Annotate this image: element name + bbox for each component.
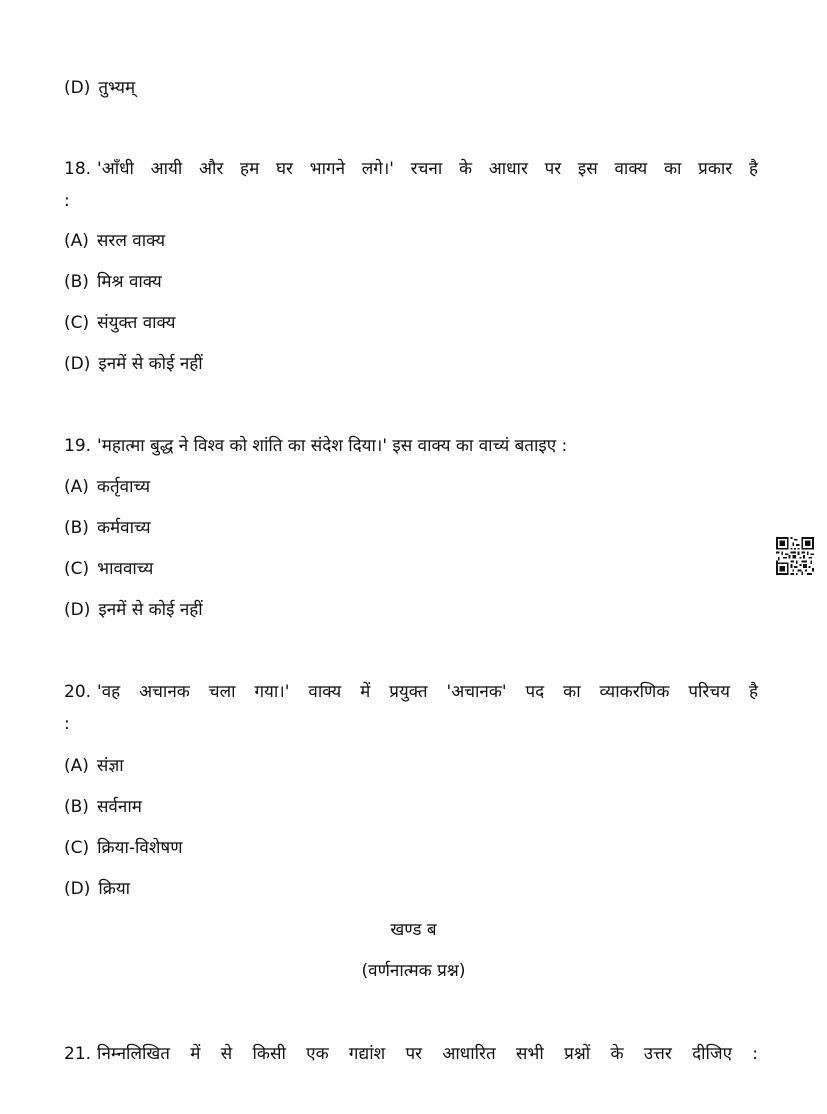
section-title: खण्ड ब (390, 920, 437, 940)
option-text: क्रिया (98, 879, 131, 899)
question-number: 20. (64, 682, 92, 702)
option-item (64, 353, 203, 375)
option-item (64, 878, 130, 900)
option-label: (D) (64, 600, 91, 620)
option-label: (C) (64, 313, 90, 333)
question-19-text (64, 435, 567, 457)
question-number: 21. (64, 1044, 92, 1064)
qr-code-icon (776, 537, 814, 575)
option-text: इनमें से कोई नहीं (98, 354, 203, 374)
option-item (64, 476, 150, 498)
option-text: कर्मवाच्य (96, 518, 151, 538)
option-text: तुभ्यम् (98, 78, 136, 98)
question-number: 19. (64, 436, 92, 456)
option-item (64, 271, 162, 293)
option-text: सर्वनाम (96, 797, 142, 817)
option-item (64, 230, 165, 252)
option-text: मिश्र वाक्य (96, 272, 162, 292)
option-text: संयुक्त वाक्य (97, 313, 176, 333)
option-item (64, 558, 153, 580)
question-body: 'आँधी आयी और हम घर भागने लगे।' रचना के आधार पर इस वाक्य का प्रकार है (97, 159, 758, 179)
option-label: (B) (64, 797, 89, 817)
option-item (64, 77, 135, 99)
option-text: सरल वाक्य (96, 231, 166, 251)
option-item (64, 517, 151, 539)
option-label: (B) (64, 272, 89, 292)
question-21-text (64, 1043, 758, 1065)
option-text: कर्तृवाच्य (96, 477, 151, 497)
option-label: (C) (64, 559, 90, 579)
option-item (64, 599, 203, 621)
option-label: (D) (64, 354, 91, 374)
question-20-suffix: : (64, 714, 70, 734)
option-label: (C) (64, 838, 90, 858)
question-number: 18. (64, 159, 92, 179)
option-label: (B) (64, 518, 89, 538)
option-label: (A) (64, 477, 89, 497)
option-text: इनमें से कोई नहीं (98, 600, 203, 620)
option-item (64, 312, 176, 334)
question-body: 'वह अचानक चला गया।' वाक्य में प्रयुक्त 'अचानक' पद का व्याकरणिक परिचय है (97, 682, 758, 702)
section-subtitle: (वर्णनात्मक प्रश्न) (361, 961, 466, 981)
option-item (64, 755, 124, 777)
option-text: संज्ञा (96, 756, 124, 776)
question-20-text (64, 681, 758, 703)
option-text: क्रिया-विशेषण (97, 838, 183, 858)
option-label: (A) (64, 756, 89, 776)
question-18-suffix: : (64, 191, 70, 211)
option-item (64, 837, 183, 859)
option-label: (D) (64, 879, 91, 899)
option-label: (D) (64, 78, 91, 98)
question-body: 'महात्मा बुद्ध ने विश्व को शांति का संदेश दिया।' इस वाक्य का वाच्यं बताइए : (97, 436, 568, 456)
option-item (64, 796, 142, 818)
question-18-text (64, 158, 758, 180)
option-label: (A) (64, 231, 89, 251)
question-body: निम्नलिखित में से किसी एक गद्यांश पर आधारित सभी प्रश्नों के उत्तर दीजिए : (97, 1044, 758, 1064)
option-text: भाववाच्य (97, 559, 154, 579)
